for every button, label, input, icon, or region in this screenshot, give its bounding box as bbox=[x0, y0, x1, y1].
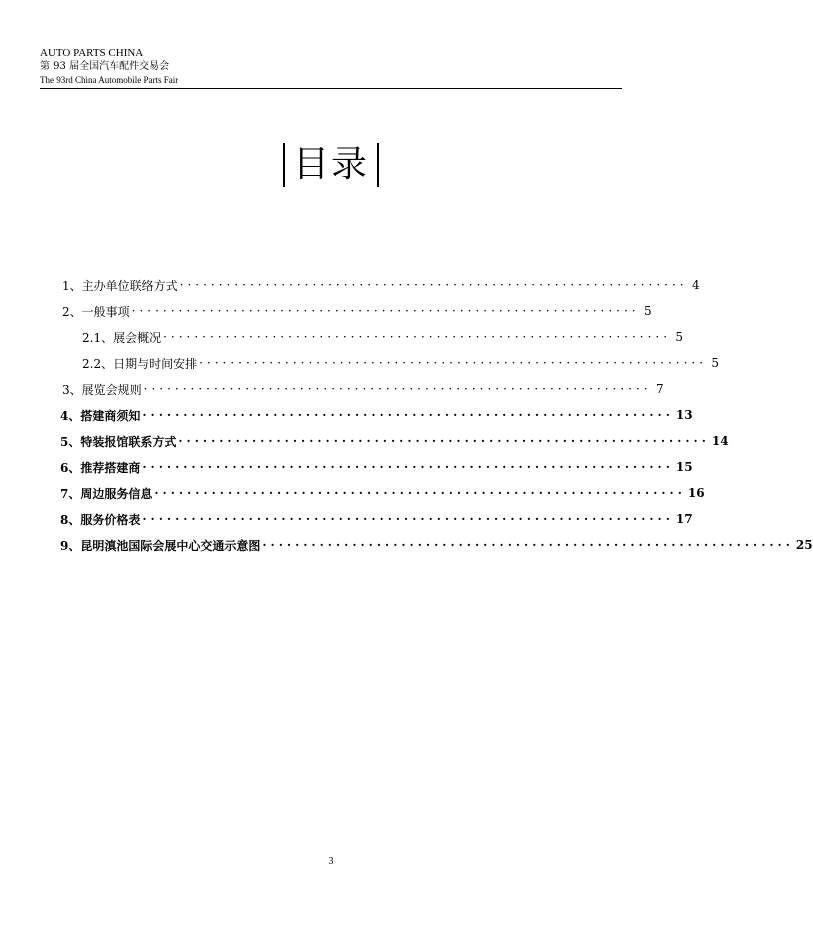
toc-entry-label: 8、服务价格表 bbox=[60, 512, 141, 527]
header-title-cn: 第 93 届全国汽车配件交易会 bbox=[40, 61, 170, 72]
toc-entry[interactable] bbox=[62, 301, 652, 321]
toc-subentry[interactable] bbox=[82, 353, 720, 373]
toc-leader-dots: ································································· bbox=[142, 408, 674, 422]
toc-leader-dots: ································································· bbox=[163, 330, 672, 344]
toc-subentry[interactable] bbox=[82, 327, 684, 347]
toc-leader-dots: ································································· bbox=[142, 460, 674, 474]
header-title-en: AUTO PARTS CHINA bbox=[40, 47, 144, 59]
toc-entry-page: 25 bbox=[795, 538, 813, 552]
toc-entry-page: 5 bbox=[675, 330, 684, 344]
toc-entry-label: 9、昆明滇池国际会展中心交通示意图 bbox=[60, 538, 261, 553]
toc-entry[interactable] bbox=[60, 431, 729, 451]
toc-entry-label: 3、展览会规则 bbox=[62, 382, 142, 397]
page-number: 3 bbox=[328, 856, 334, 867]
page-header bbox=[40, 46, 622, 89]
toc-entry-label: 2.1、展会概况 bbox=[82, 330, 162, 345]
toc-entry-label: 4、搭建商须知 bbox=[60, 408, 141, 423]
toc-entry[interactable] bbox=[62, 379, 664, 399]
toc-entry-page: 5 bbox=[643, 304, 652, 318]
toc-entry[interactable] bbox=[60, 457, 693, 477]
toc-leader-dots: ································································· bbox=[143, 382, 652, 396]
toc-entry[interactable] bbox=[60, 509, 693, 529]
header-subtitle-en: The 93rd China Automobile Parts Fair bbox=[40, 75, 179, 85]
toc-entry-page: 14 bbox=[711, 434, 729, 448]
toc-entry-label: 5、特装报馆联系方式 bbox=[60, 434, 177, 449]
toc-entry-label: 1、主办单位联络方式 bbox=[62, 278, 178, 293]
title-text: 目录 bbox=[283, 143, 379, 187]
toc-entry[interactable] bbox=[60, 405, 693, 425]
toc-entry-page: 4 bbox=[691, 278, 700, 292]
toc-leader-dots: ································································· bbox=[131, 304, 640, 318]
toc-entry-label: 7、周边服务信息 bbox=[60, 486, 153, 501]
toc-leader-dots: ································································· bbox=[178, 434, 710, 448]
toc-entry-page: 13 bbox=[675, 408, 693, 422]
toc-entry-page: 15 bbox=[675, 460, 693, 474]
toc-entry-page: 5 bbox=[711, 356, 720, 370]
toc-entry-page: 7 bbox=[655, 382, 664, 396]
toc-leader-dots: ································································· bbox=[179, 278, 688, 292]
toc-entry-label: 2、一般事项 bbox=[62, 304, 130, 319]
toc-leader-dots: ································································· bbox=[199, 356, 708, 370]
toc-entry[interactable] bbox=[60, 483, 705, 503]
document-title bbox=[0, 143, 662, 187]
toc-entry-label: 2.2、日期与时间安排 bbox=[82, 356, 198, 371]
toc-entry[interactable] bbox=[60, 535, 813, 555]
toc-entry-page: 16 bbox=[687, 486, 705, 500]
toc-leader-dots: ································································· bbox=[154, 486, 686, 500]
toc-entry-page: 17 bbox=[675, 512, 693, 526]
toc-entry[interactable] bbox=[62, 275, 700, 295]
toc-leader-dots: ································································· bbox=[142, 512, 674, 526]
toc-leader-dots: ································································· bbox=[262, 538, 794, 552]
toc-entry-label: 6、推荐搭建商 bbox=[60, 460, 141, 475]
